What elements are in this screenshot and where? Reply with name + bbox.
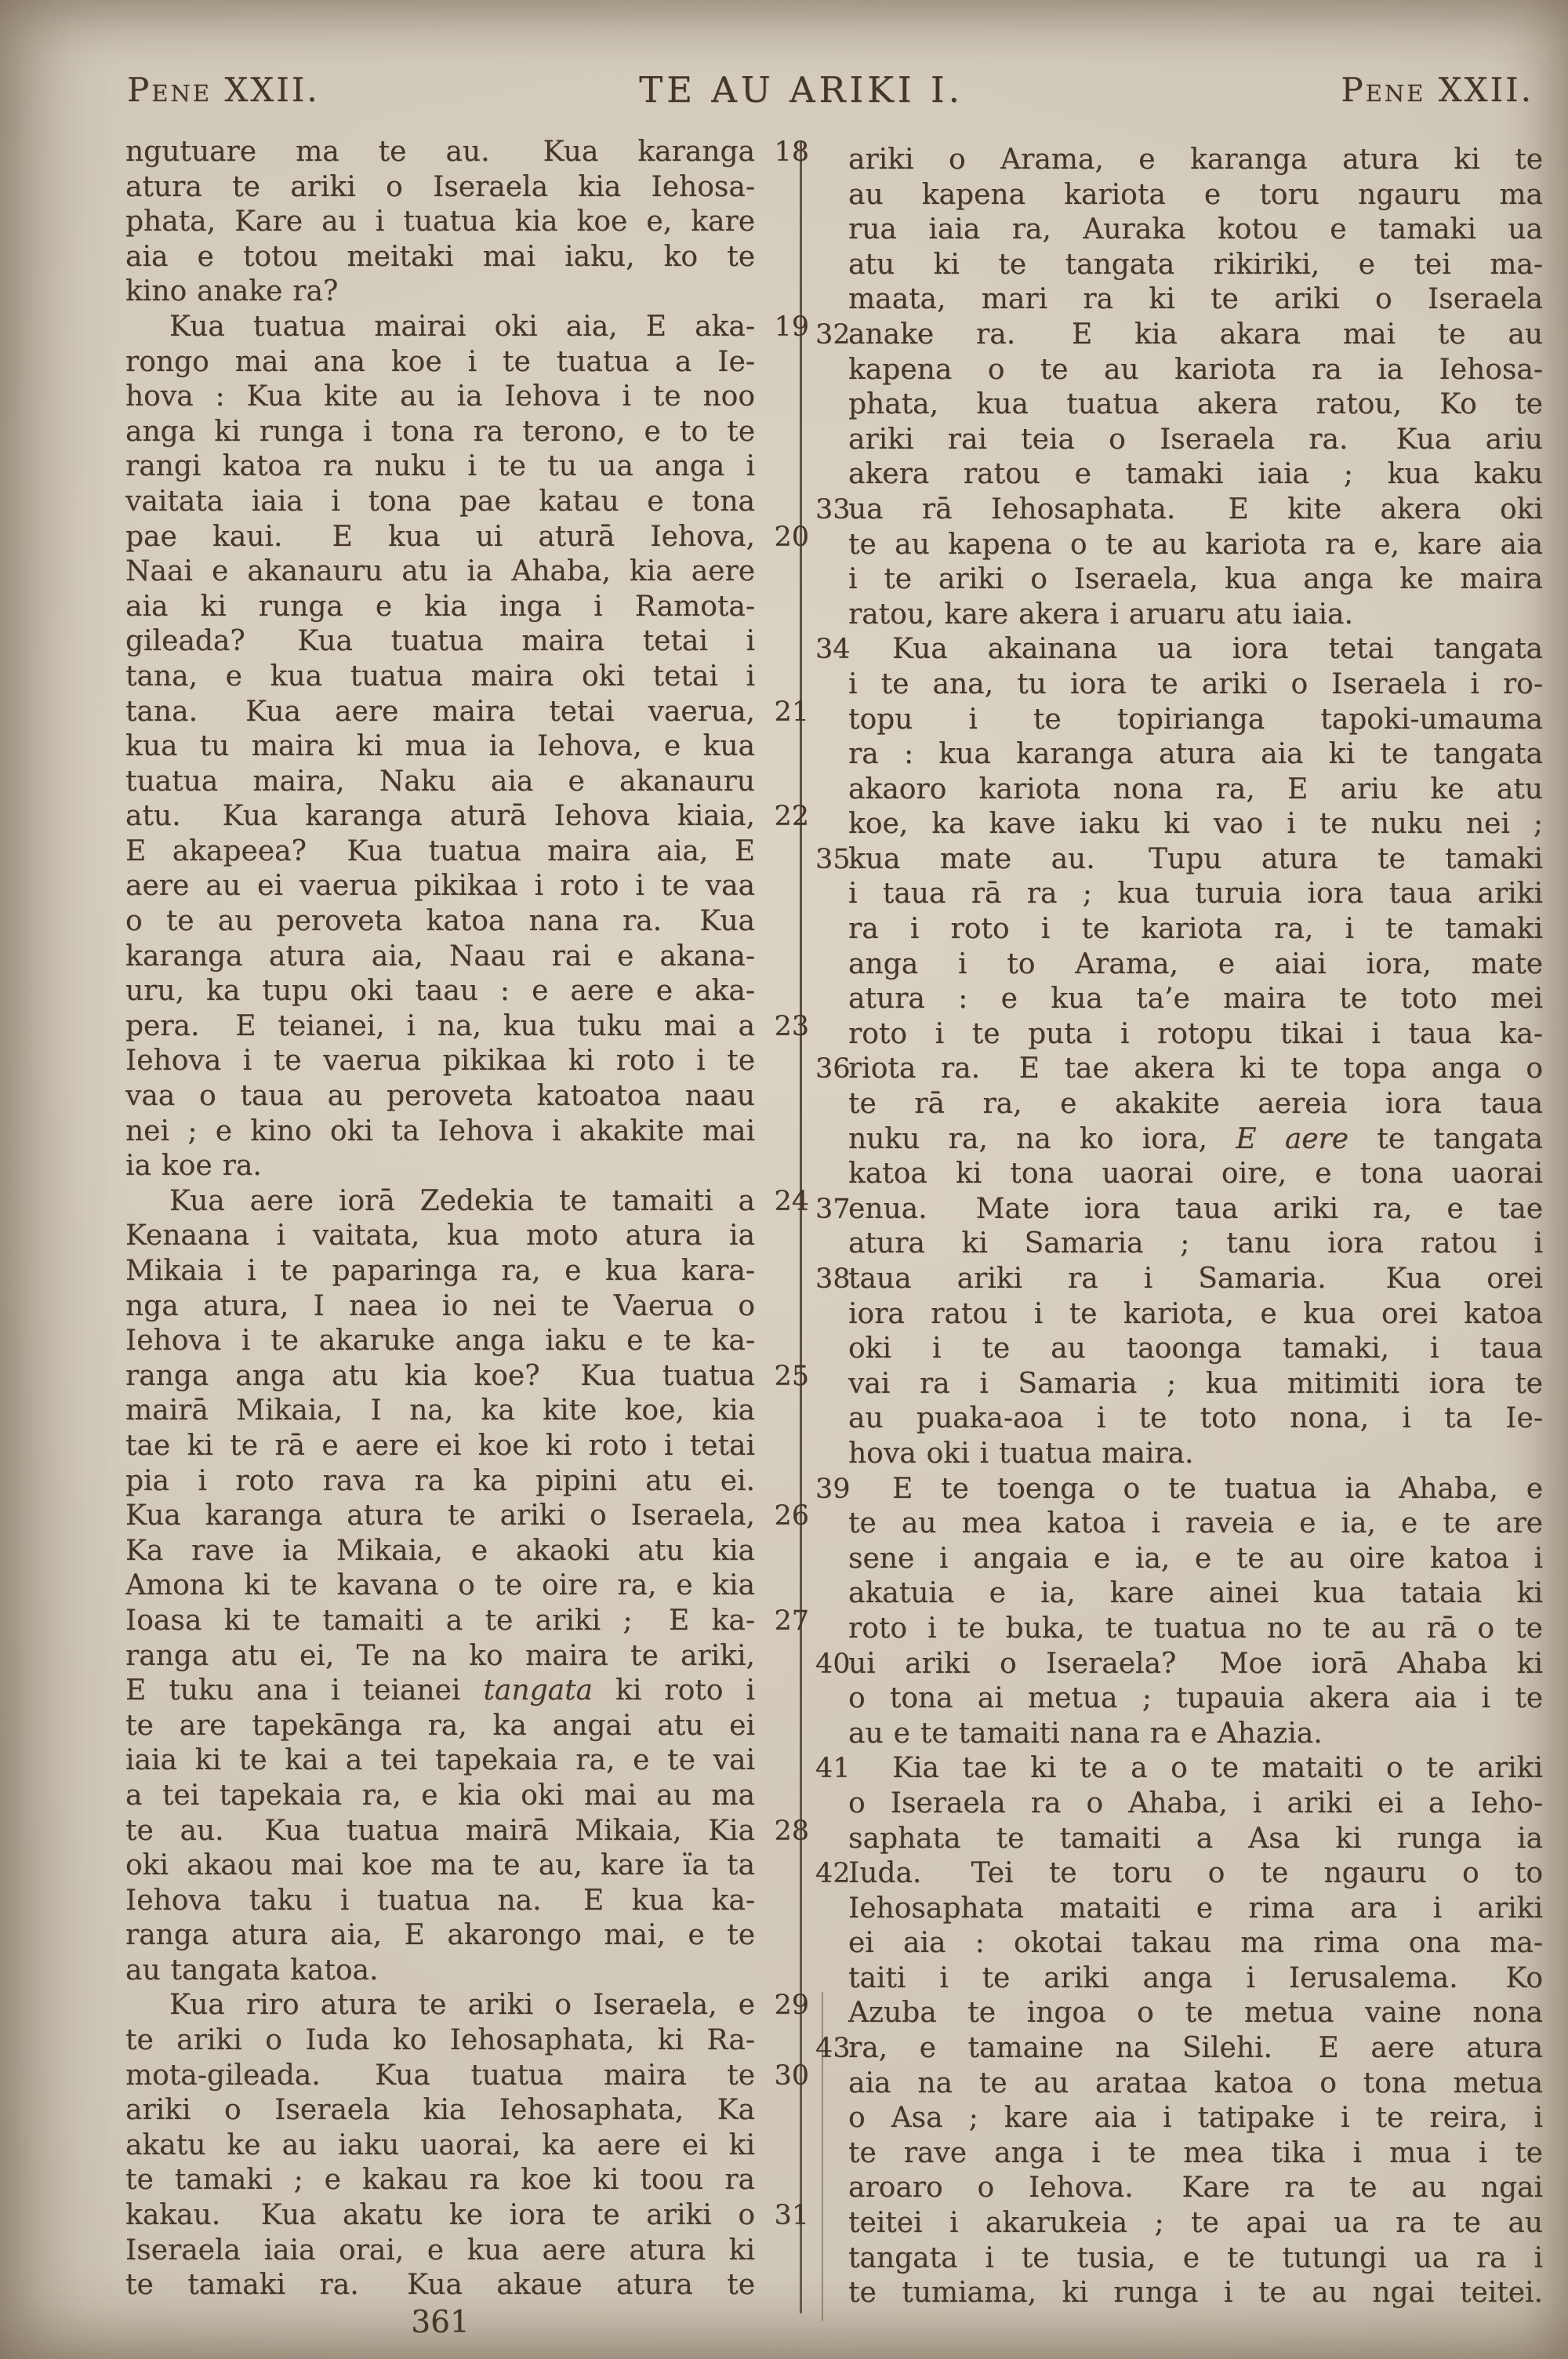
text-line xyxy=(815,562,1543,598)
text-line xyxy=(125,2268,809,2303)
verse-text: Iehova i te vaerua pikikaa ki roto i te xyxy=(125,1045,755,1078)
verse-number: 30 xyxy=(774,2059,809,2092)
verse-text: o tona ai metua ; tupauia akera aia i te xyxy=(848,1682,1543,1715)
text-line xyxy=(125,869,809,904)
text-line xyxy=(815,1612,1543,1647)
text-line xyxy=(815,2101,1543,2136)
verse-text: tangata i te tusia, e te tutungi ua ra i xyxy=(848,2241,1543,2274)
text-line xyxy=(125,1359,809,1394)
verse-text: topu i te topirianga tapoki-umauma xyxy=(848,703,1543,736)
verse-text: akaoro kariota nona ra, E ariu ke atu xyxy=(848,772,1543,805)
verse-text: anga ki runga i tona ra terono, e to te xyxy=(125,415,755,448)
verse-text: sene i angaia e ia, e te au oire katoa i xyxy=(848,1542,1543,1575)
verse-text: te are tapekānga ra, ka angai atu ei xyxy=(125,1709,755,1742)
verse-text: o Asa ; kare aia i tatipake i te reira, i xyxy=(848,2102,1543,2135)
text-line xyxy=(815,1647,1543,1682)
verse-text: o Iseraela ra o Ahaba, i ariki ei a Ieho- xyxy=(848,1787,1543,1819)
verse-text: au tangata katoa. xyxy=(125,1954,379,1986)
running-head-left: Pene XXII. xyxy=(127,71,320,109)
text-line xyxy=(815,1297,1543,1332)
text-line xyxy=(815,1052,1543,1087)
text-line xyxy=(125,2059,809,2094)
text-line xyxy=(125,1988,809,2023)
verse-text: riota ra. E tae akera ki te topa anga o xyxy=(848,1052,1543,1085)
verse-number: 23 xyxy=(774,1010,809,1042)
verse-text: ra : kua karanga atura aia ki te tangata xyxy=(848,738,1543,771)
verse-text: vaa o taua au peroveta katoatoa naau xyxy=(125,1080,755,1113)
verse-number: 37 xyxy=(815,1193,851,1225)
verse-text: atu ki te tangata rikiriki, e tei ma- xyxy=(848,248,1543,281)
text-line xyxy=(815,1822,1543,1857)
text-line xyxy=(125,904,809,940)
text-line xyxy=(815,178,1543,213)
verse-number: 43 xyxy=(815,2033,851,2065)
text-line xyxy=(815,248,1543,283)
verse-text: saphata te tamaiti a Asa ki runga ia xyxy=(848,1822,1543,1855)
text-line xyxy=(125,135,809,170)
verse-number: 42 xyxy=(815,1858,851,1890)
verse-text: ra i roto i te kariota ra, i te tamaki xyxy=(848,913,1543,946)
text-line xyxy=(815,143,1543,178)
verse-text: au e te tamaiti nana ra e Ahazia. xyxy=(848,1717,1323,1750)
verse-text: tana. Kua aere maira tetai vaerua, xyxy=(125,695,755,728)
text-line xyxy=(815,737,1543,772)
text-line xyxy=(125,1534,809,1569)
verse-text: mota-gileada. Kua tuatua maira te xyxy=(125,2059,755,2092)
text-line xyxy=(815,703,1543,738)
text-line xyxy=(815,1926,1543,1961)
verse-text: Iseraela iaia orai, e kua aere atura ki xyxy=(125,2234,755,2266)
text-line xyxy=(125,449,809,485)
verse-text: teitei i akarukeia ; te apai ua ra te au xyxy=(848,2207,1543,2240)
verse-text: akatuia e ia, kare ainei kua tataia ki xyxy=(848,1577,1543,1610)
verse-text: Kua akainana ua iora tetai tangata xyxy=(892,633,1543,666)
text-line xyxy=(815,772,1543,808)
verse-text: kino anake ra? xyxy=(125,275,339,308)
text-line xyxy=(125,1464,809,1499)
text-line xyxy=(125,590,809,625)
text-line xyxy=(125,205,809,240)
text-line xyxy=(815,1961,1543,1997)
text-line xyxy=(815,598,1543,633)
text-line xyxy=(125,1639,809,1674)
text-line xyxy=(125,1848,809,1884)
verse-text: atura te ariki o Iseraela kia Iehosa- xyxy=(125,170,755,203)
text-line xyxy=(815,1227,1543,1262)
verse-text: kua tu maira ki mua ia Iehova, e kua xyxy=(125,730,755,763)
verse-text: kua mate au. Tupu atura te tamaki xyxy=(848,842,1543,875)
text-line xyxy=(125,1324,809,1359)
text-line xyxy=(815,1681,1543,1717)
text-line xyxy=(815,282,1543,318)
verse-text: ranga anga atu kia koe? Kua tuatua xyxy=(125,1359,755,1392)
text-line xyxy=(125,624,809,660)
verse-text: ariki rai teia o Iseraela ra. Kua ariu xyxy=(848,423,1543,456)
verse-text: te rave anga i te mea tika i mua i te xyxy=(848,2136,1543,2169)
verse-text: tuatua maira, Naku aia e akanauru xyxy=(125,765,755,798)
verse-text: nga atura, I naea io nei te Vaerua o xyxy=(125,1289,755,1322)
verse-text: aia e totou meitaki mai iaku, ko te xyxy=(125,240,755,273)
verse-text: te au. Kua tuatua mairā Mikaia, Kia xyxy=(125,1814,755,1847)
verse-text: enua. Mate iora taua ariki ra, e tae xyxy=(848,1192,1543,1225)
verse-text: tae ki te rā e aere ei koe ki roto i tetai xyxy=(125,1429,755,1462)
verse-number: 29 xyxy=(774,1990,809,2022)
verse-text: i te ana, tu iora te ariki o Iseraela i ro- xyxy=(848,667,1543,700)
text-line xyxy=(815,353,1543,388)
text-line xyxy=(815,1437,1543,1472)
verse-text: Iuda. Tei te toru o te ngauru o to xyxy=(848,1857,1543,1890)
verse-text: Iehova taku i tuatua na. E kua ka- xyxy=(125,1884,755,1917)
text-line xyxy=(125,1743,809,1779)
verse-text: Azuba te ingoa o te metua vaine nona xyxy=(848,1997,1543,2030)
text-line xyxy=(125,2093,809,2128)
verse-text: anga i to Arama, e aiai iora, mate xyxy=(848,947,1543,980)
text-line xyxy=(815,1787,1543,1822)
verse-number: 33 xyxy=(815,493,851,525)
verse-text: aia ki runga e kia inga i Ramota- xyxy=(125,590,755,623)
verse-text: anake ra. E kia akara mai te au xyxy=(848,318,1543,351)
verse-number: 20 xyxy=(774,521,809,553)
verse-text: gileada? Kua tuatua maira tetai i xyxy=(125,625,755,658)
text-line xyxy=(815,387,1543,423)
verse-number: 39 xyxy=(815,1473,851,1505)
verse-text: ariki o Iseraela kia Iehosaphata, Ka xyxy=(125,2094,755,2127)
verse-number: 25 xyxy=(774,1360,809,1392)
verse-text: oki akaou mai koe ma te au, kare ïa ta xyxy=(125,1849,755,1882)
text-line xyxy=(125,1604,809,1639)
verse-number: 31 xyxy=(774,2200,809,2232)
verse-text: roto i te puta i rotopu tikai i taua ka- xyxy=(848,1017,1543,1050)
verse-text: au puaka-aoa i te toto nona, i ta Ie- xyxy=(848,1402,1543,1435)
text-line xyxy=(815,1856,1543,1892)
right-column xyxy=(815,143,1543,2311)
verse-text: i te ariki o Iseraela, kua anga ke maira xyxy=(848,563,1543,596)
verse-text: ra, e tamaine na Silehi. E aere atura xyxy=(848,2032,1543,2065)
text-line xyxy=(125,2198,809,2234)
verse-number: 35 xyxy=(815,843,851,875)
text-line xyxy=(125,310,809,345)
verse-text: ranga atura aia, E akarongo mai, e te xyxy=(125,1919,755,1952)
verse-number: 28 xyxy=(774,1815,809,1847)
text-line xyxy=(125,729,809,765)
verse-text: aia na te au arataa katoa o tona metua xyxy=(848,2066,1543,2099)
text-line xyxy=(125,240,809,275)
verse-text: karanga atura aia, Naau rai e akana- xyxy=(125,940,755,972)
text-line xyxy=(815,2276,1543,2311)
page-number: 361 xyxy=(411,2305,470,2340)
text-line xyxy=(815,1262,1543,1297)
verse-text: E te toenga o te tuatua ia Ahaba, e xyxy=(892,1472,1543,1505)
verse-text: oki i te au taoonga tamaki, i taua xyxy=(848,1332,1543,1365)
text-line xyxy=(125,345,809,380)
verse-text: te au kapena o te au kariota ra e, kare aia xyxy=(848,528,1543,561)
text-line xyxy=(815,2171,1543,2206)
verse-text: phata, kua tuatua akera ratou, Ko te xyxy=(848,388,1543,421)
verse-text: te tamaki ra. Kua akaue atura te xyxy=(125,2269,755,2302)
verse-text: E tuku ana i teianei tangata ki roto i xyxy=(125,1674,755,1707)
text-line xyxy=(125,1884,809,1919)
text-line xyxy=(125,1044,809,1079)
text-line xyxy=(815,318,1543,353)
text-line xyxy=(125,1184,809,1219)
text-line xyxy=(125,1918,809,1954)
verse-text: mairā Mikaia, I na, ka kite koe, kia xyxy=(125,1394,755,1427)
text-line xyxy=(815,842,1543,878)
verse-text: te rā ra, e akakite aereia iora taua xyxy=(848,1088,1543,1121)
text-line xyxy=(815,2136,1543,2172)
text-line xyxy=(125,520,809,555)
text-line xyxy=(125,1254,809,1289)
text-line xyxy=(125,170,809,205)
text-line xyxy=(125,1114,809,1150)
text-line xyxy=(125,695,809,730)
verse-text: taua ariki ra i Samaria. Kua orei xyxy=(848,1263,1543,1295)
text-line xyxy=(125,1568,809,1604)
verse-text: ua rā Iehosaphata. E kite akera oki xyxy=(848,493,1543,525)
verse-text: au kapena kariota e toru ngauru ma xyxy=(848,178,1543,211)
verse-text: a tei tapekaia ra, e kia oki mai au ma xyxy=(125,1779,755,1812)
book-title-header: TE AU ARIKI I. xyxy=(639,69,964,111)
text-line xyxy=(815,1576,1543,1612)
verse-text: ranga atu ei, Te na ko maira te ariki, xyxy=(125,1639,755,1672)
text-line xyxy=(815,2241,1543,2277)
text-line xyxy=(125,415,809,450)
text-line xyxy=(815,1892,1543,1927)
verse-text: Kua tuatua mairai oki aia, E aka- xyxy=(169,310,755,343)
verse-text: phata, Kare au i tuatua kia koe e, kare xyxy=(125,205,755,238)
verse-text: roto i te buka, te tuatua no te au rā o te xyxy=(848,1612,1543,1645)
text-line xyxy=(125,1499,809,1534)
verse-number: 38 xyxy=(815,1263,851,1295)
verse-text: Naai e akanauru atu ia Ahaba, kia aere xyxy=(125,555,755,588)
text-line xyxy=(125,1954,809,1989)
verse-text: katoa ki tona uaorai oire, e tona uaorai xyxy=(848,1158,1543,1190)
verse-text: pera. E teianei, i na, kua tuku mai a xyxy=(125,1009,755,1042)
text-line xyxy=(125,940,809,975)
text-line xyxy=(125,1429,809,1464)
verse-text: Ioasa ki te tamaiti a te ariki ; E ka- xyxy=(125,1604,755,1637)
text-line xyxy=(815,1332,1543,1367)
text-line xyxy=(815,1751,1543,1787)
running-head-right: Pene XXII. xyxy=(1341,71,1534,109)
text-line xyxy=(815,2206,1543,2241)
verse-text: ei aia : okotai takau ma rima ona ma- xyxy=(848,1927,1543,1960)
verse-text: iora ratou i te kariota, e kua orei katoa xyxy=(848,1297,1543,1330)
verse-text: ariki o Arama, e karanga atura ki te xyxy=(848,144,1543,176)
verse-text: rongo mai ana koe i te tuatua a Ie- xyxy=(125,345,755,378)
text-line xyxy=(815,1507,1543,1542)
text-line xyxy=(815,1087,1543,1122)
text-line xyxy=(125,1779,809,1814)
text-line xyxy=(815,632,1543,667)
text-line xyxy=(125,799,809,834)
verse-text: ngutuare ma te au. Kua karanga xyxy=(125,136,755,168)
text-line xyxy=(815,1996,1543,2031)
text-line xyxy=(815,947,1543,983)
verse-number: 19 xyxy=(774,311,809,343)
verse-text: aroaro o Iehova. Kare ra te au ngai xyxy=(848,2172,1543,2205)
verse-text: rangi katoa ra nuku i te tu ua anga i xyxy=(125,450,755,483)
verse-number: 18 xyxy=(774,136,809,168)
text-line xyxy=(815,457,1543,493)
text-line xyxy=(815,493,1543,528)
verse-text: pia i roto rava ra ka pipini atu ei. xyxy=(125,1464,755,1497)
verse-number: 34 xyxy=(815,634,851,666)
verse-text: akatu ke au iaku uaorai, ka aere ei ki xyxy=(125,2128,755,2161)
text-line xyxy=(125,1289,809,1325)
verse-text: atura : e kua ta’e maira te toto mei xyxy=(848,983,1543,1016)
verse-number: 41 xyxy=(815,1753,851,1785)
verse-text: nuku ra, na ko iora, E aere te tangata xyxy=(848,1122,1543,1155)
verse-number: 24 xyxy=(774,1185,809,1217)
verse-text: hova : Kua kite au ia Iehova i te noo xyxy=(125,380,755,413)
text-line xyxy=(815,2031,1543,2066)
text-line xyxy=(125,1709,809,1744)
text-line xyxy=(815,213,1543,248)
text-line xyxy=(815,1542,1543,1577)
verse-text: aere au ei vaerua pikikaa i roto i te vaa xyxy=(125,870,755,903)
verse-text: koe, ka kave iaku ki vao i te nuku nei ; xyxy=(848,808,1543,841)
text-line xyxy=(125,1219,809,1254)
text-line xyxy=(815,912,1543,947)
text-line xyxy=(815,1157,1543,1192)
verse-text: rua iaia ra, Auraka kotou e tamaki ua xyxy=(848,213,1543,246)
text-line xyxy=(125,2023,809,2059)
verse-text: atu. Kua karanga aturā Iehova kiaia, xyxy=(125,800,755,833)
verse-text: ui ariki o Iseraela? Moe iorā Ahaba ki xyxy=(848,1647,1543,1680)
text-line xyxy=(815,667,1543,703)
text-line xyxy=(815,1717,1543,1752)
verse-number: 22 xyxy=(774,801,809,833)
verse-text: Kua karanga atura te ariki o Iseraela, xyxy=(125,1499,755,1532)
verse-text: E akapeea? Kua tuatua maira aia, E xyxy=(125,834,755,867)
text-line xyxy=(815,423,1543,458)
verse-text: atura ki Samaria ; tanu iora ratou i xyxy=(848,1227,1543,1260)
text-line xyxy=(815,1192,1543,1227)
verse-number: 36 xyxy=(815,1053,851,1085)
verse-text: uru, ka tupu oki taau : e aere e aka- xyxy=(125,975,755,1008)
text-line xyxy=(125,660,809,695)
text-line xyxy=(125,1394,809,1429)
verse-text: ratou, kare akera i aruaru atu iaia. xyxy=(848,598,1353,631)
verse-text: Amona ki te kavana o te oire ra, e kia xyxy=(125,1569,755,1602)
text-line xyxy=(815,807,1543,842)
verse-text: taiti i te ariki anga i Ierusalema. Ko xyxy=(848,1961,1543,1994)
verse-text: Mikaia i te paparinga ra, e kua kara- xyxy=(125,1255,755,1287)
verse-text: Ka rave ia Mikaia, e akaoki atu kia xyxy=(125,1534,755,1567)
verse-text: Iehosaphata mataiti e rima ara i ariki xyxy=(848,1892,1543,1925)
text-line xyxy=(125,834,809,870)
text-line xyxy=(815,982,1543,1017)
verse-text: vai ra i Samaria ; kua mitimiti iora te xyxy=(848,1367,1543,1400)
verse-number: 26 xyxy=(774,1500,809,1532)
text-line xyxy=(125,765,809,800)
verse-text: nei ; e kino oki ta Iehova i akakite mai xyxy=(125,1114,755,1147)
verse-text: tana, e kua tuatua maira oki tetai i xyxy=(125,660,755,692)
text-line xyxy=(815,1367,1543,1402)
verse-number: 21 xyxy=(774,696,809,728)
text-line xyxy=(815,2066,1543,2102)
verse-text: te ariki o Iuda ko Iehosaphata, ki Ra- xyxy=(125,2024,755,2057)
text-line xyxy=(815,1017,1543,1052)
text-line xyxy=(125,1149,809,1184)
verse-text: pae kaui. E kua ui aturā Iehova, xyxy=(125,520,755,553)
text-line xyxy=(815,1122,1543,1158)
verse-text: te tumiama, ki runga i te au ngai teitei. xyxy=(848,2277,1543,2310)
verse-text: Kua riro atura te ariki o Iseraela, e xyxy=(169,1989,755,2022)
text-line xyxy=(815,528,1543,563)
text-line xyxy=(125,2163,809,2198)
verse-text: akera ratou e tamaki iaia ; kua kaku xyxy=(848,458,1543,491)
verse-text: Kenaana i vaitata, kua moto atura ia xyxy=(125,1219,755,1252)
verse-text: te au mea katoa i raveia e ia, e te are xyxy=(848,1507,1543,1540)
verse-text: hova oki i tuatua maira. xyxy=(848,1437,1194,1470)
verse-number: 27 xyxy=(774,1605,809,1637)
text-line xyxy=(125,974,809,1009)
text-line xyxy=(125,1009,809,1045)
verse-text: Iehova i te akaruke anga iaku e te ka- xyxy=(125,1325,755,1358)
verse-text: i taua rā ra ; kua turuia iora taua ariki xyxy=(848,878,1543,911)
text-line xyxy=(125,1079,809,1114)
text-line xyxy=(125,485,809,520)
verse-text: maata, mari ra ki te ariki o Iseraela xyxy=(848,283,1543,316)
text-line xyxy=(125,1674,809,1709)
verse-text: Kua aere iorā Zedekia te tamaiti a xyxy=(169,1184,755,1217)
text-line xyxy=(125,2234,809,2269)
text-line xyxy=(125,1814,809,1849)
verse-text: te tamaki ; e kakau ra koe ki toou ra xyxy=(125,2164,755,2197)
text-line xyxy=(125,274,809,310)
verse-text: kakau. Kua akatu ke iora te ariki o xyxy=(125,2199,755,2232)
verse-text: iaia ki te kai a tei tapekaia ra, e te vai xyxy=(125,1744,755,1777)
verse-number: 32 xyxy=(815,318,851,351)
text-line xyxy=(125,380,809,415)
text-line xyxy=(125,554,809,590)
text-line xyxy=(815,1472,1543,1507)
verse-text: o te au peroveta katoa nana ra. Kua xyxy=(125,905,755,938)
text-line xyxy=(815,877,1543,912)
verse-number: 40 xyxy=(815,1648,851,1680)
verse-text: Kia tae ki te a o te mataiti o te ariki xyxy=(892,1752,1543,1785)
verse-text: kapena o te au kariota ra ia Iehosa- xyxy=(848,353,1543,386)
left-column xyxy=(125,135,809,2303)
verse-text: vaitata iaia i tona pae katau e tona xyxy=(125,485,755,518)
text-line xyxy=(125,2128,809,2164)
text-line xyxy=(815,1401,1543,1437)
verse-text: ia koe ra. xyxy=(125,1150,262,1183)
